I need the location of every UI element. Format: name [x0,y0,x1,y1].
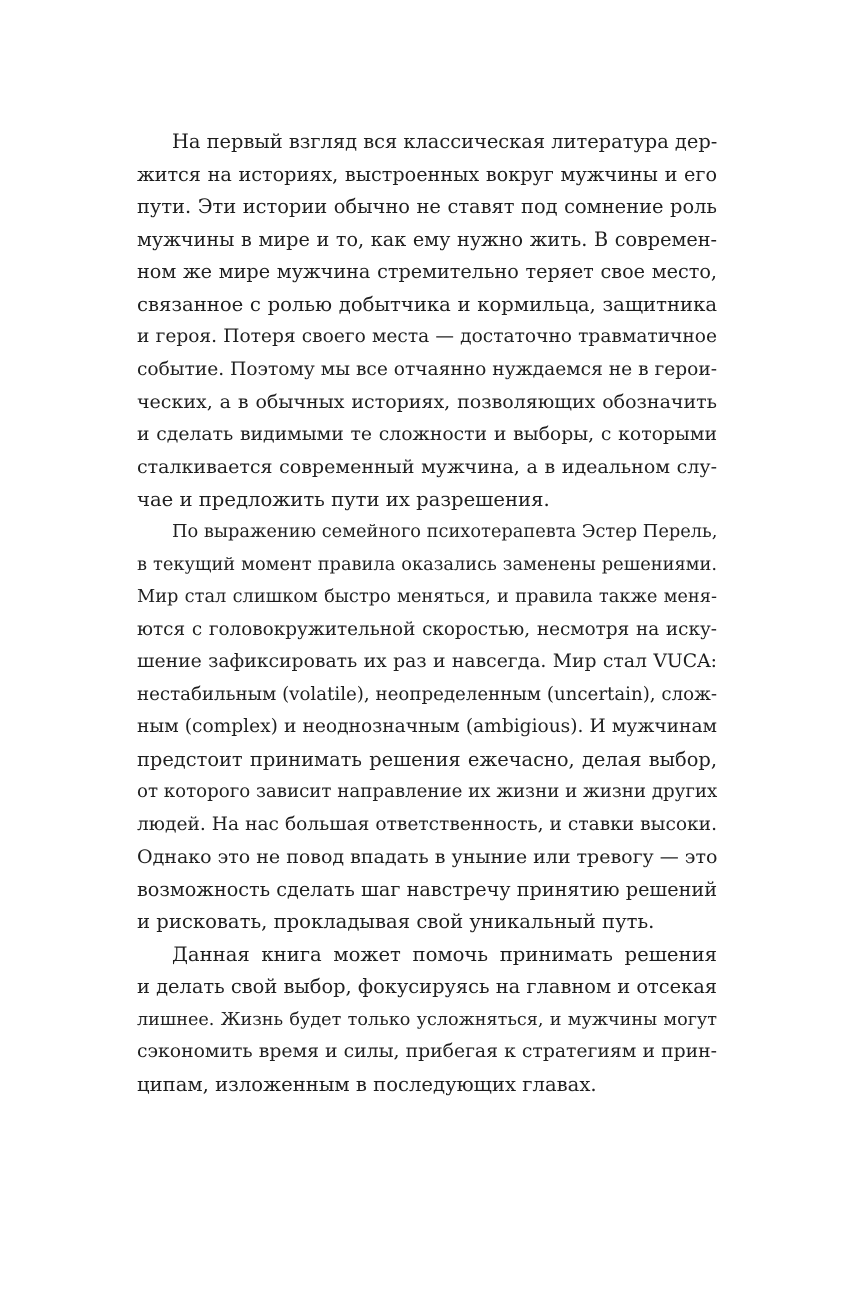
paragraph-1 [137,126,717,516]
text-line: ным (complex) и неоднозначным (ambigious). И мужчинам [137,716,717,737]
text-line: ческих, а в обычных историях, позволяющих обозначить [137,391,717,413]
text-line: Данная книга может помочь принимать решения [172,942,717,966]
text-line: и рисковать, прокладывая свой уникальный путь. [137,910,655,933]
text-line: ются с головокружительной скоростью, несмотря на иску- [137,618,717,640]
text-line: сэкономить время и силы, прибегая к стратегиям и прин- [137,1041,717,1062]
text-line: Однако это не повод впадать в уныние или тревогу — это [137,846,718,868]
text-line: от которого зависит направление их жизни и жизни других [137,781,718,802]
text-line: и героя. Потеря своего места — достаточно травматичное [137,326,717,347]
text-line: и делать свой выбор, фокусируясь на главном и отсекая [137,975,717,998]
text-line: мужчины в мире и то, как ему нужно жить. В современ- [137,227,717,251]
text-line: ном же мире мужчина стремительно теряет свое место, [137,260,717,283]
text-line: лишнее. Жизнь будет только усложняться, и мужчины могут [137,1009,717,1030]
text-line: По выражению семейного психотерапевта Эстер Перель, [172,521,718,542]
text-line: людей. На нас большая ответственность, и ставки высоки. [137,813,717,835]
paragraph-3 [137,939,717,1102]
text-line: связанное с ролью добытчика и кормильца, защитника [137,292,717,316]
body-text [137,126,717,1101]
text-line: предстоит принимать решения ежечасно, делая выбор, [137,747,717,771]
text-line: событие. Поэтому мы все отчаянно нуждаемся не в герои- [137,358,717,380]
text-line: пути. Эти истории обычно не ставят под сомнение роль [137,195,717,218]
text-line: сталкивается современный мужчина, а в идеальном слу- [137,456,717,478]
text-line: чае и предложить пути их разрешения. [137,487,550,511]
text-line: в текущий момент правила оказались заменены решениями. [137,553,717,575]
text-line: нестабильным (volatile), неопределенным (uncertain), слож- [137,683,717,705]
text-line: и сделать видимыми те сложности и выборы, с которыми [137,423,717,445]
paragraph-2 [137,516,717,939]
text-line: На первый взгляд вся классическая литература дер- [172,130,718,153]
text-line: возможность сделать шаг навстречу принятию решений [137,877,717,901]
text-line: Мир стал слишком быстро меняться, и правила также меня- [137,586,717,607]
text-line: ципам, изложенным в последующих главах. [137,1072,597,1096]
text-line: шение зафиксировать их раз и навсегда. Мир стал VUCA: [137,651,717,672]
text-line: жится на историях, выстроенных вокруг мужчины и его [137,162,717,186]
